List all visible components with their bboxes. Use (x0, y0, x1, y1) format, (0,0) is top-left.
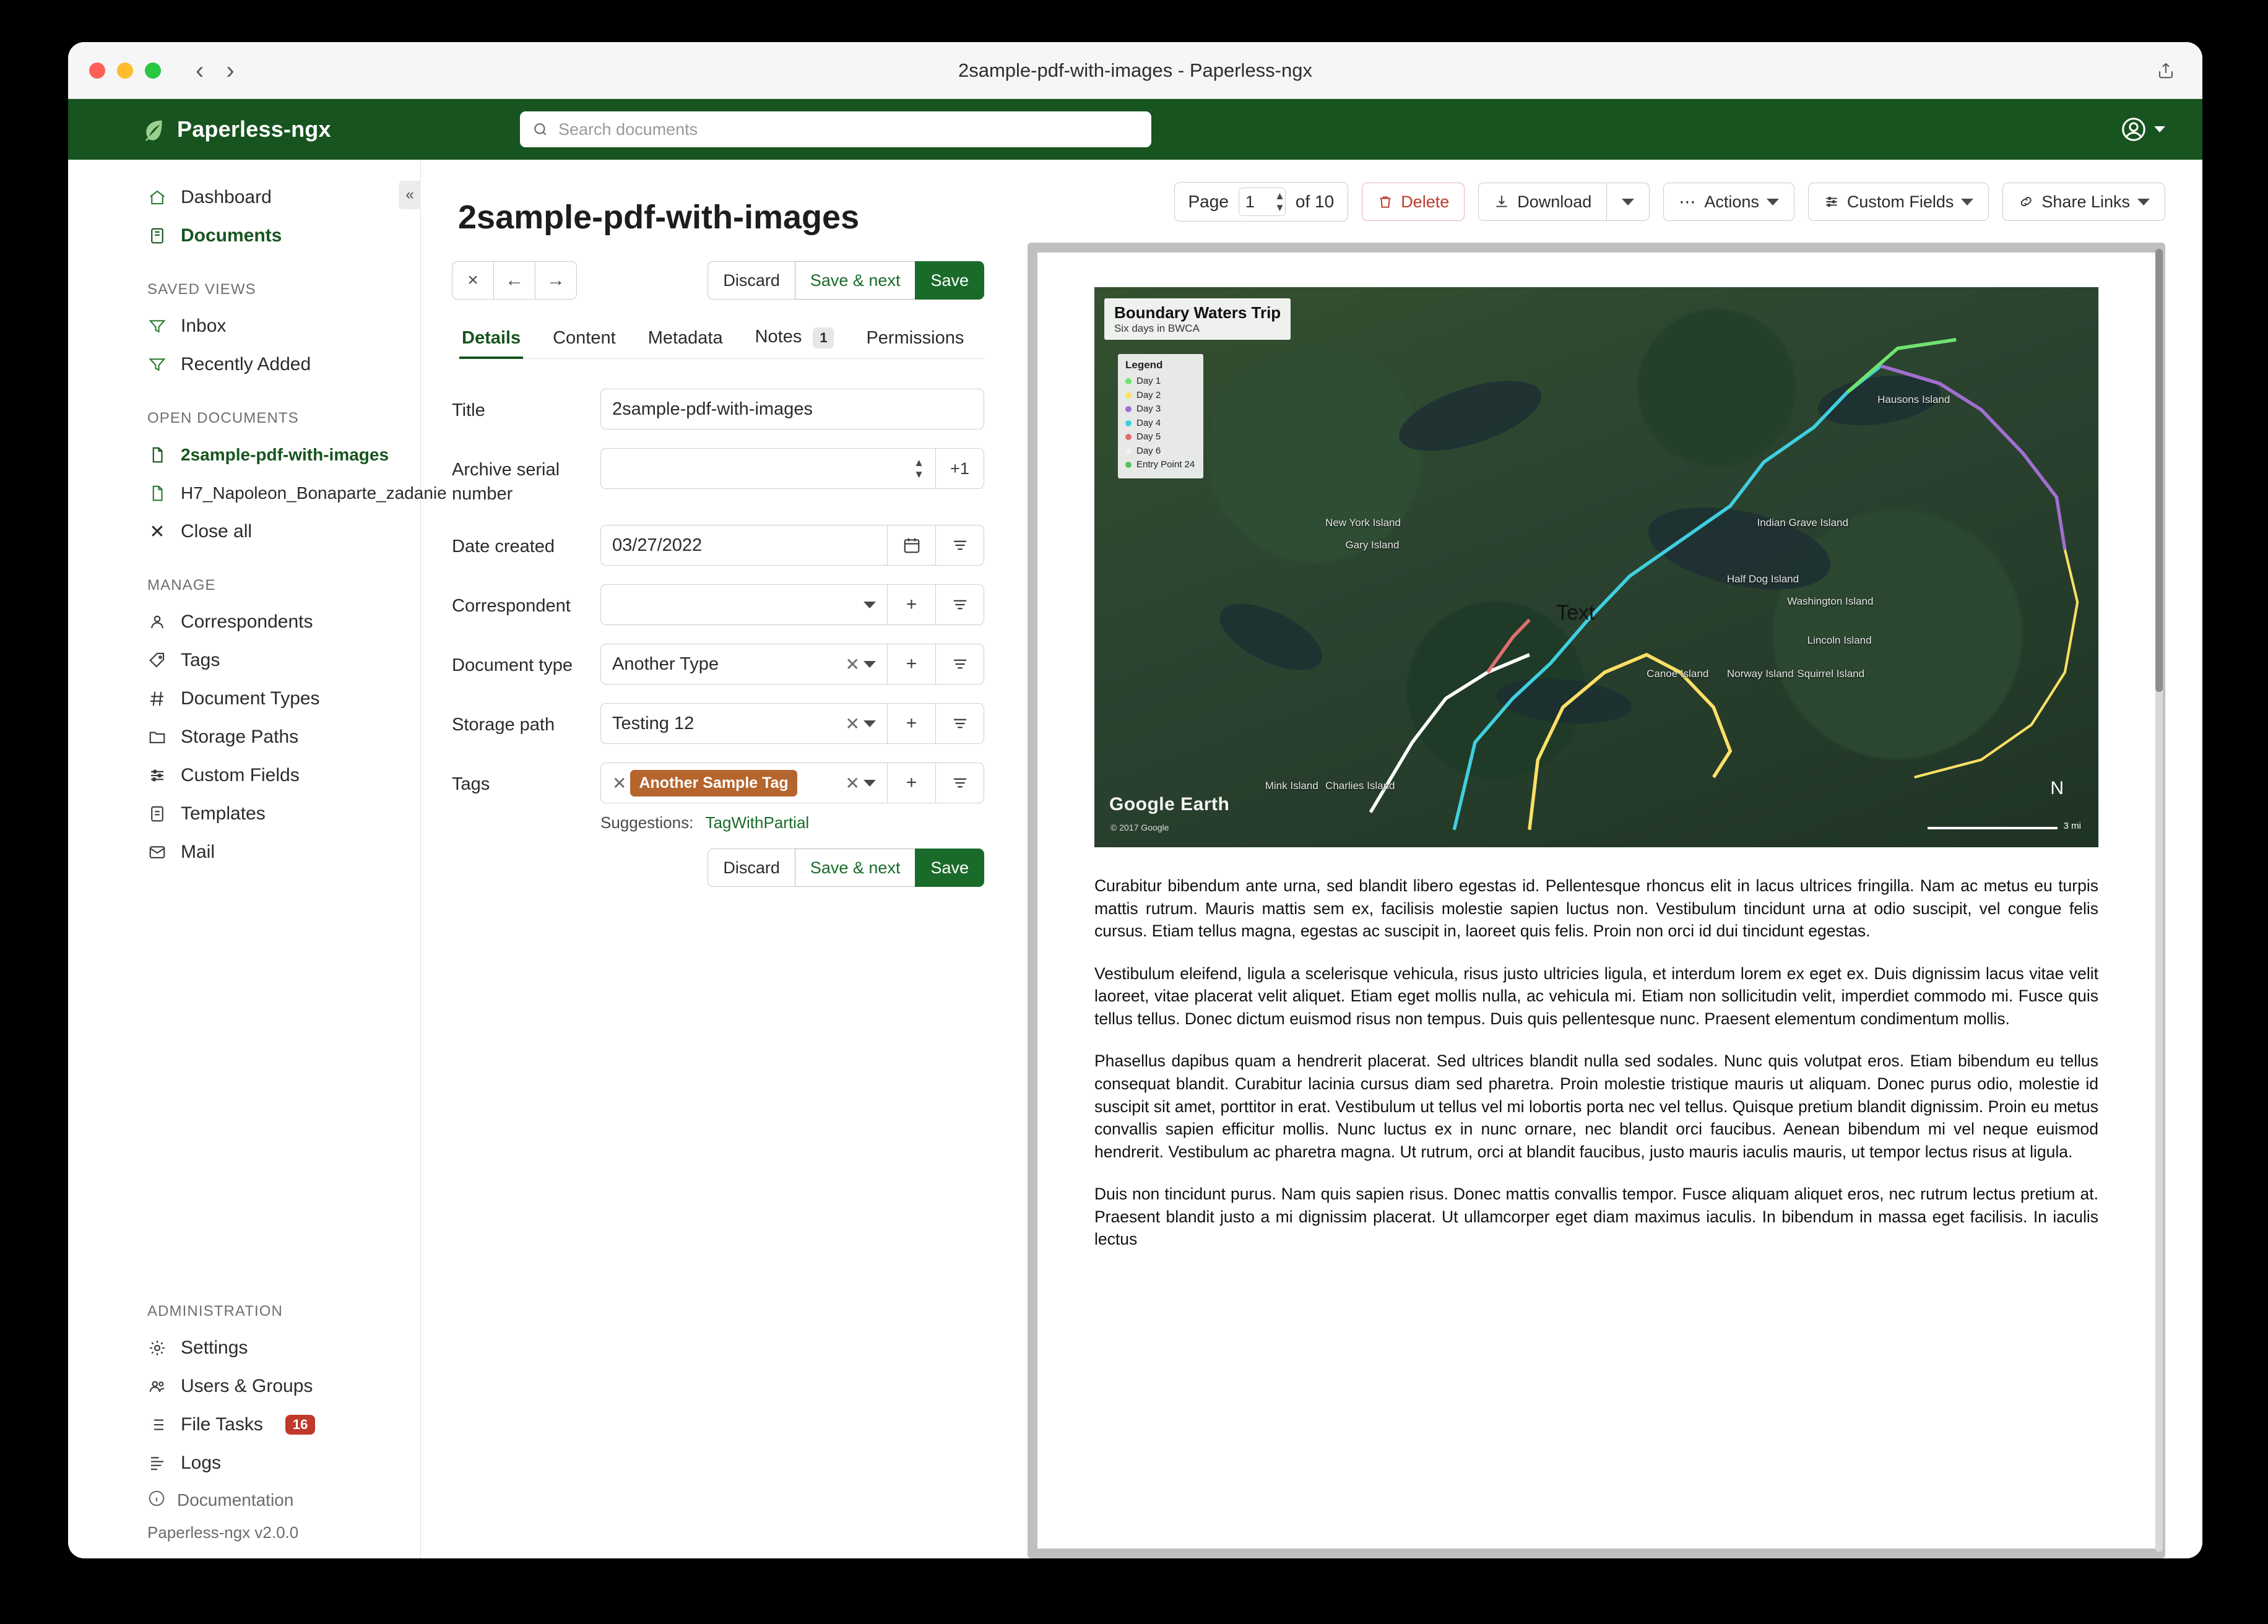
sidebar-item-recently-added[interactable] (68, 345, 420, 384)
link-icon (2018, 194, 2034, 210)
legend-item (1125, 374, 1195, 389)
filter-lines-icon (951, 536, 969, 555)
close-window-button[interactable] (89, 63, 105, 79)
window-controls[interactable] (89, 63, 161, 79)
legend-item (1125, 430, 1195, 444)
mail-icon (147, 842, 167, 862)
search-icon (532, 121, 548, 137)
remove-tag-icon[interactable]: ✕ (612, 773, 627, 793)
chevron-down-icon[interactable] (863, 602, 876, 608)
legend-label: Day 5 (1136, 431, 1161, 442)
legend-label: Day 4 (1136, 417, 1161, 428)
save-and-next-button-bottom[interactable]: Save & next (795, 849, 916, 887)
notes-count-badge: 1 (813, 327, 834, 348)
filter-icon (147, 355, 167, 374)
sidebar-heading-administration: ADMINISTRATION (147, 1303, 283, 1320)
legend-label: Day 3 (1136, 404, 1161, 414)
field-tags (452, 762, 984, 803)
save-buttons-bottom-row (452, 849, 984, 887)
close-document-button[interactable]: × (452, 261, 494, 300)
window-title: 2sample-pdf-with-images - Paperless-ngx (958, 59, 1312, 81)
map-label: Mink Island (1265, 780, 1318, 792)
legend-label: Day 1 (1136, 376, 1161, 386)
legend-item (1125, 402, 1195, 417)
sidebar-item-label: 2sample-pdf-with-images (181, 445, 389, 464)
sidebar-collapse-button[interactable]: « (399, 181, 421, 209)
sidebar-item-dashboard[interactable] (68, 178, 420, 217)
sidebar-item-label: Documents (181, 225, 282, 246)
document-preview-pane (1021, 160, 2202, 1558)
person-icon (147, 612, 167, 632)
page-number-value: 1 (1245, 192, 1255, 211)
save-button[interactable]: Save (915, 261, 984, 300)
page-stepper[interactable]: ▲ ▼ (1275, 189, 1285, 214)
search-box[interactable] (520, 111, 1151, 147)
document-paragraph: Vestibulum eleifend, ligula a scelerisque vehicula, risus justo ultricies ligula, et interdum lorem ex eget ex. Duis dignissim lacus vitae velit laoreet, vitae placerat velit aliquet. Etiam eget mollis nulla, ac vehicula mi. Etiam non sollicitudin velit, imperdiet commodo mi. Fusce quis tellus tellus. Donec dictum euismod risus non tempus. Duis quis pellentesque nunc. Praesent elementum condimentum mollis. (1094, 964, 2098, 1028)
sidebar-item-templates[interactable] (68, 795, 420, 833)
sidebar-item-correspondents[interactable] (68, 603, 420, 641)
map-provider-logo: Google Earth (1109, 794, 1230, 814)
users-icon (147, 1376, 167, 1396)
sidebar-item-label: Dashboard (181, 187, 272, 207)
map-label: Half Dog Island (1726, 572, 1799, 585)
sidebar-item-label: Logs (181, 1453, 222, 1473)
pdf-viewer[interactable] (1028, 243, 2165, 1558)
share-links-button[interactable] (2002, 183, 2165, 221)
storage-path-label: Storage path (452, 715, 555, 735)
page-title: 2sample-pdf-with-images (458, 199, 860, 236)
scrollbar-thumb[interactable] (2155, 249, 2163, 692)
map-label: Canoe Island (1647, 668, 1709, 680)
download-options-button[interactable] (1606, 183, 1650, 221)
page-navigator[interactable] (1174, 182, 1349, 222)
sidebar-item-label: Document Types (181, 688, 320, 709)
date-created-input[interactable] (600, 525, 888, 566)
page-number-input[interactable] (1239, 188, 1286, 216)
page-count-label: of 10 (1295, 192, 1335, 211)
figure-title: Boundary Waters Trip (1114, 303, 1281, 322)
tags-select[interactable] (600, 762, 888, 803)
sidebar-item-tags[interactable] (68, 641, 420, 680)
document-type-label: Document type (452, 655, 573, 676)
filter-lines-icon (951, 714, 969, 733)
save-button-bottom[interactable]: Save (915, 849, 984, 887)
sidebar-item-users-groups[interactable] (68, 1367, 420, 1406)
sidebar-heading-saved-views: SAVED VIEWS (147, 281, 256, 298)
download-button[interactable] (1478, 183, 1607, 221)
forward-icon[interactable]: › (226, 56, 235, 84)
delete-button[interactable] (1362, 183, 1465, 221)
storage-path-value: Testing 12 (612, 713, 695, 733)
chevron-down-icon (1961, 199, 1973, 205)
correspondent-add-button[interactable]: + (888, 584, 936, 625)
sidebar-item-document-types[interactable] (68, 680, 420, 718)
map-routes (1094, 287, 2098, 847)
field-date-created (452, 525, 984, 566)
discard-button-bottom[interactable]: Discard (708, 849, 795, 887)
compass-icon: N (2050, 778, 2064, 798)
tag-suggestions (600, 813, 984, 832)
map-label: Gary Island (1345, 539, 1400, 551)
title-value: 2sample-pdf-with-images (612, 399, 813, 419)
documents-icon (147, 226, 167, 246)
tab-metadata[interactable] (646, 328, 725, 358)
clear-icon[interactable]: ✕ (845, 654, 860, 674)
sidebar-item-inbox[interactable] (68, 307, 420, 345)
sidebar-item-label: Users & Groups (181, 1376, 313, 1396)
tab-label: Content (553, 328, 616, 348)
sliders-icon (1824, 194, 1840, 210)
app-brand-label: Paperless-ngx (177, 116, 331, 142)
document-type-filter-button[interactable] (936, 644, 984, 685)
sidebar-item-label: Tags (181, 650, 220, 670)
page-label: Page (1188, 192, 1229, 211)
back-icon[interactable]: ‹ (196, 56, 204, 84)
main-content (421, 160, 2202, 1558)
chevron-down-icon[interactable] (863, 661, 876, 668)
figure-subtitle: Six days in BWCA (1114, 322, 1200, 334)
actions-label: Actions (1704, 192, 1759, 211)
sidebar-item-label: Correspondents (181, 611, 313, 632)
sidebar (68, 160, 447, 1558)
clear-icon[interactable]: ✕ (845, 773, 860, 793)
sidebar-heading-manage: MANAGE (147, 577, 216, 594)
asn-label: Archive serial number (452, 460, 560, 504)
actions-button[interactable] (1663, 183, 1794, 221)
sidebar-open-doc-1[interactable] (68, 436, 420, 474)
sidebar-bottom (68, 1277, 420, 1558)
minimize-window-button[interactable] (117, 63, 133, 79)
editor-toolbar (452, 261, 984, 300)
legend-item (1125, 458, 1195, 472)
filter-lines-icon (951, 595, 969, 614)
document-type-add-button[interactable]: + (888, 644, 936, 685)
date-filter-button[interactable] (936, 525, 984, 566)
legend-item (1125, 389, 1195, 403)
download-label: Download (1517, 192, 1592, 211)
sidebar-item-mail[interactable] (68, 833, 420, 871)
sidebar-item-label: H7_Napoleon_Bonaparte_zadanie (181, 483, 447, 503)
tags-add-button[interactable]: + (888, 762, 936, 803)
legend-item (1125, 444, 1195, 459)
map-label: Charlies Island (1325, 780, 1395, 792)
tag-chip[interactable]: Another Sample Tag (630, 770, 797, 797)
map-label: Hausons Island (1877, 393, 1950, 405)
list-icon (147, 1415, 167, 1435)
leaf-icon (142, 118, 166, 141)
tab-content[interactable] (550, 328, 618, 358)
title-label: Title (452, 400, 485, 420)
sliders-icon (147, 766, 167, 785)
search-container[interactable] (520, 111, 1151, 147)
search-input[interactable] (557, 119, 1139, 140)
document-type-value: Another Type (612, 654, 719, 674)
app-brand[interactable] (142, 116, 331, 142)
save-buttons-bottom[interactable] (708, 849, 984, 887)
tab-permissions[interactable] (863, 328, 966, 358)
file-icon (147, 445, 167, 465)
map-label: Lincoln Island (1807, 634, 1872, 647)
preview-toolbar (1028, 182, 2165, 222)
sidebar-item-documents[interactable] (68, 217, 420, 255)
figure-overlay-text: Text (1556, 600, 1595, 624)
next-document-button[interactable]: → (535, 261, 577, 300)
tab-label: Details (462, 328, 521, 348)
user-menu[interactable] (2119, 115, 2165, 144)
share-links-label: Share Links (2041, 192, 2130, 211)
editor-tabs[interactable] (456, 327, 984, 359)
sidebar-item-label: Inbox (181, 316, 227, 336)
tab-details[interactable] (459, 328, 523, 358)
pdf-page (1037, 253, 2155, 1548)
browser-nav[interactable] (196, 58, 235, 83)
save-buttons-top[interactable] (708, 261, 984, 300)
sidebar-open-doc-2[interactable] (68, 474, 447, 512)
info-icon (147, 1489, 166, 1512)
document-type-select[interactable] (600, 644, 888, 685)
legend-label: Day 6 (1136, 445, 1161, 456)
sidebar-item-label: Mail (181, 842, 215, 862)
storage-path-filter-button[interactable] (936, 703, 984, 744)
file-text-icon (147, 804, 167, 824)
field-title (452, 389, 984, 430)
custom-fields-label: Custom Fields (1846, 192, 1954, 211)
storage-path-select[interactable] (600, 703, 888, 744)
sidebar-item-file-tasks[interactable] (68, 1406, 420, 1444)
tab-notes[interactable] (753, 327, 837, 358)
chevron-down-icon[interactable] (2154, 126, 2165, 132)
doc-nav-buttons[interactable] (452, 261, 577, 300)
map-label: Norway Island (1726, 668, 1794, 680)
app-window (68, 42, 2202, 1558)
gear-icon (147, 1338, 167, 1358)
sidebar-close-all[interactable] (68, 512, 420, 551)
asn-increment-button[interactable] (936, 448, 984, 489)
save-and-next-button[interactable]: Save & next (795, 261, 916, 300)
close-icon: ✕ (149, 521, 165, 542)
map-label: New York Island (1325, 517, 1401, 529)
clear-icon[interactable]: ✕ (845, 714, 860, 733)
chevron-down-icon (2137, 199, 2150, 205)
tag-icon (147, 650, 167, 670)
user-avatar-icon[interactable] (2119, 115, 2148, 144)
filter-icon (147, 316, 167, 336)
figure-caption (1104, 298, 1291, 340)
tags-filter-button[interactable] (936, 762, 984, 803)
details-form (452, 389, 984, 887)
map-label: Washington Island (1787, 595, 1874, 607)
dots-icon: ⋯ (1679, 192, 1697, 211)
sidebar-item-label: File Tasks (181, 1414, 263, 1435)
sidebar-item-logs[interactable] (68, 1444, 420, 1482)
file-tasks-badge: 16 (285, 1415, 315, 1435)
field-storage-path (452, 703, 984, 744)
sidebar-item-label: Settings (181, 1337, 248, 1358)
download-icon (1494, 194, 1510, 210)
sidebar-item-storage-paths[interactable] (68, 718, 420, 756)
chevron-down-icon (1767, 199, 1779, 205)
correspondent-select[interactable] (600, 584, 888, 625)
legend-label: Entry Point 24 (1136, 459, 1195, 470)
maximize-window-button[interactable] (145, 63, 161, 79)
download-group[interactable] (1478, 183, 1650, 221)
storage-path-add-button[interactable]: + (888, 703, 936, 744)
field-document-type (452, 644, 984, 685)
tab-label: Metadata (647, 328, 723, 348)
sidebar-item-label: Custom Fields (181, 765, 300, 785)
suggestions-label: Suggestions: (600, 813, 694, 832)
custom-fields-button[interactable] (1808, 183, 1989, 221)
correspondent-label: Correspondent (452, 596, 571, 616)
folder-icon (147, 727, 167, 747)
discard-button[interactable]: Discard (708, 261, 795, 300)
file-icon (147, 483, 167, 503)
date-created-label: Date created (452, 537, 555, 557)
chevron-down-icon[interactable] (863, 780, 876, 787)
viewer-scrollbar[interactable] (2155, 249, 2163, 1552)
tab-label: Permissions (866, 328, 964, 348)
legend-label: Day 2 (1136, 389, 1161, 400)
document-figure-map (1094, 287, 2098, 847)
tab-label: Notes (755, 327, 802, 347)
document-paragraph: Phasellus dapibus quam a hendrerit placerat. Sed ultrices blandit nulla sed sodales. Nunc quis volutpat eros. Etiam bibendum eu tellus consequat blandit. Curabitur lacinia cursus diam sed pharetra. Proin molestie tristique mauris ut aliquam. Donec purus odio, molestie id suscipit sit amet, porttitor in erat. Vestibulum ut tellus vel mi lobortis porta nec vel tellus. Quisque pretium blandit dignissim. Proin eu metus convallis sapien efficitur mollis. Nunc luctus ex in nunc ornare, nec blandit orci faucibus. Aenean bibendum mi vel neque euismod hendrerit. Vestibulum ac pharetra magna. Ut rutrum, orci at blandit faucibus, justo mauris iaculis mauris, ut tempor lectus risus at ligula. (1094, 1052, 2098, 1161)
sidebar-heading-open-documents: OPEN DOCUMENTS (147, 410, 299, 426)
legend-item (1125, 417, 1195, 431)
documentation-label: Documentation (177, 1490, 294, 1510)
tags-label: Tags (452, 774, 490, 795)
filter-lines-icon (951, 774, 969, 792)
window-titlebar (68, 42, 2202, 99)
sidebar-item-settings[interactable] (68, 1329, 420, 1367)
asn-stepper[interactable]: ▲ ▼ (914, 456, 924, 480)
documentation-link[interactable] (68, 1482, 420, 1518)
calendar-icon (902, 536, 921, 555)
previous-document-button[interactable]: ← (493, 261, 535, 300)
field-archive-serial-number (452, 448, 984, 506)
share-icon[interactable] (2157, 60, 2175, 81)
log-icon (147, 1453, 167, 1473)
map-label: Indian Grave Island (1757, 517, 1848, 529)
map-legend (1118, 354, 1203, 478)
document-paragraph: Duis non tincidunt purus. Nam quis sapien risus. Donec mattis convallis tempor. Fusce aliquam aliquet eros, nec rutrum lectus pretium at. Praesent blandit justo a mi dignissim placerat. Ut ullamcorper eget diam maximus iaculis. In bibendum in massa eget facilisis. In iaculis lectus (1094, 1185, 2098, 1249)
suggestion-tag-link[interactable]: TagWithPartial (705, 813, 810, 832)
app-header (68, 99, 2202, 160)
title-input[interactable] (600, 389, 984, 430)
delete-label: Delete (1401, 192, 1450, 211)
chevron-down-icon (1622, 199, 1634, 205)
sidebar-item-label: Storage Paths (181, 727, 299, 747)
asn-plus-label: +1 (950, 459, 969, 478)
map-scale: 3 mi (2063, 821, 2081, 831)
map-credit: © 2017 Google (1110, 823, 1169, 832)
trash-icon (1377, 194, 1393, 210)
chevron-down-icon[interactable] (863, 720, 876, 727)
map-label: Squirrel Island (1797, 668, 1865, 680)
sidebar-item-label: Close all (181, 521, 253, 542)
home-icon (147, 188, 167, 207)
asn-input[interactable] (600, 448, 936, 489)
correspondent-filter-button[interactable] (936, 584, 984, 625)
sidebar-item-custom-fields[interactable] (68, 756, 420, 795)
field-correspondent (452, 584, 984, 625)
document-paragraph: Curabitur bibendum ante urna, sed blandit libero egestas id. Pellentesque rhoncus elit in lacus ultrices fringilla. Nam ac metus eu turpis mattis rutrum. Mauris mattis sem ex, facilisis molestie sapien luctus non. Vestibulum tincidunt urna at odio suscipit, vel congue felis cursus. Etiam tellus magna, egestas ac suscipit in, laoreet quis felis. Proin non orci id dui tincidunt egestas. (1094, 876, 2098, 941)
document-edit-pane (421, 160, 1021, 1558)
sidebar-item-label: Recently Added (181, 354, 311, 374)
date-created-value: 03/27/2022 (612, 535, 703, 555)
sidebar-item-label: Templates (181, 803, 266, 824)
hash-icon (147, 689, 167, 709)
app-version: Paperless-ngx v2.0.0 (147, 1523, 299, 1542)
legend-title: Legend (1125, 359, 1163, 371)
app-body (68, 160, 2202, 1558)
calendar-button[interactable] (888, 525, 936, 566)
filter-lines-icon (951, 655, 969, 673)
